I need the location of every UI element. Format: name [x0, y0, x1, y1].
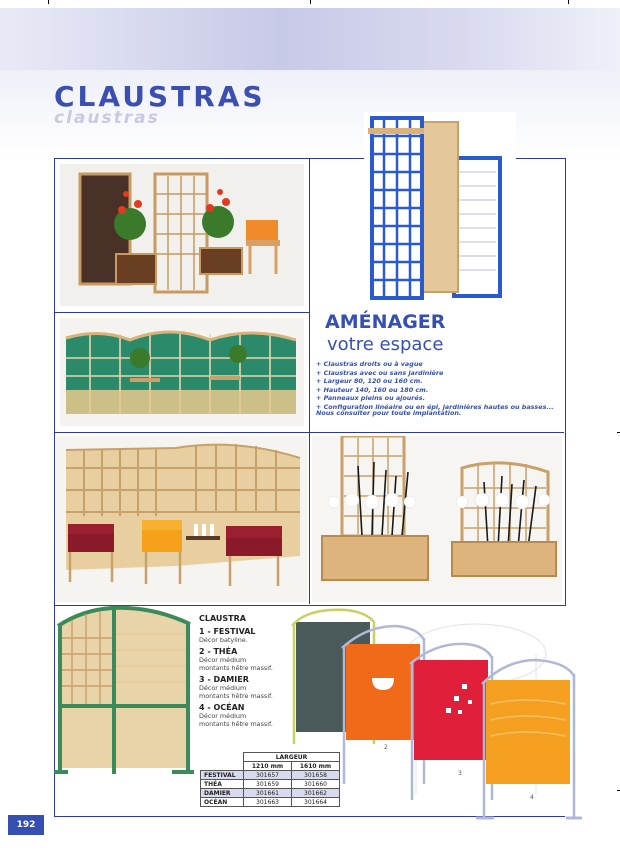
promo-note: Nous consulter pour toute implantation. — [316, 409, 462, 417]
photo-wave-lattice-terrace — [60, 318, 304, 426]
spec-item-desc: Décor batyline. — [199, 636, 248, 644]
photo-blue-lattice-panels — [364, 112, 516, 308]
table-cell: 301660 — [292, 780, 340, 789]
table-cell: 301659 — [244, 780, 292, 789]
promo-bullet: + Claustras avec ou sans jardinière — [316, 368, 444, 377]
table-cell: 301663 — [244, 798, 292, 807]
spec-item-desc: montants hêtre massif. — [199, 720, 273, 728]
table-cell: 301657 — [244, 771, 292, 780]
spec-item — [199, 675, 289, 700]
spec-item — [199, 647, 289, 672]
crop-mark — [568, 0, 569, 4]
table-row-label: THÉA — [201, 780, 244, 789]
page-number: 192 — [8, 815, 44, 835]
table-cell: 301664 — [292, 798, 340, 807]
spec-item-name: 2 - THÉA — [199, 647, 238, 656]
page-title: CLAUSTRAS — [54, 80, 266, 113]
panel-number: 3 — [458, 770, 462, 777]
promo-bullet: + Hauteur 140, 160 ou 180 cm. — [316, 385, 429, 394]
header-band — [0, 8, 620, 70]
spec-item-desc: Décor médium — [199, 656, 247, 664]
photo-lounge-claustras — [56, 436, 308, 602]
crop-mark — [48, 0, 49, 4]
promo-bullet: + Configuration linéaire ou en épi, jardinières hautes ou basses... — [316, 402, 554, 411]
spec-item — [199, 703, 289, 728]
spec-item-desc: montants hêtre massif. — [199, 692, 273, 700]
photo-planters-grasses — [312, 436, 562, 602]
grid-divider — [54, 312, 310, 313]
spec-item-desc: Décor médium — [199, 684, 247, 692]
spec-heading: CLAUSTRA — [199, 614, 246, 623]
table-group-header: LARGEUR — [244, 753, 340, 762]
promo-bullet: + Largeur 80, 120 ou 160 cm. — [316, 377, 423, 386]
promo-bullet: + Panneaux pleins ou ajourés. — [316, 394, 426, 403]
table-corner — [201, 762, 244, 771]
illustration-panel-models — [286, 604, 586, 830]
spec-item-name: 1 - FESTIVAL — [199, 627, 256, 636]
table-row-label: FESTIVAL — [201, 771, 244, 780]
spec-item-name: 3 - DAMIER — [199, 675, 249, 684]
spec-item — [199, 627, 289, 644]
grid-divider — [54, 432, 564, 433]
panel-number: 4 — [530, 794, 534, 801]
table-cell: 301661 — [244, 789, 292, 798]
promo-subtitle: votre espace — [327, 334, 444, 355]
table-row-label: DAMIER — [201, 789, 244, 798]
spec-item-desc: Décor médium — [199, 712, 247, 720]
page-subtitle: claustras — [54, 108, 160, 128]
spec-item-name: 4 - OCÉAN — [199, 703, 245, 712]
table-corner — [201, 753, 244, 762]
spec-item-desc: montants hêtre massif. — [199, 664, 273, 672]
crop-mark — [310, 0, 311, 4]
photo-claustra-planter — [60, 164, 304, 306]
panel-number: 1 — [298, 716, 302, 723]
spec-block — [199, 614, 289, 728]
table-cell: 301662 — [292, 789, 340, 798]
grid-divider — [309, 158, 310, 604]
panel-number: 2 — [384, 744, 388, 751]
table-row-label: OCÉAN — [201, 798, 244, 807]
table-column-header: 1610 mm — [292, 762, 340, 771]
table-cell: 301658 — [292, 771, 340, 780]
table-column-header: 1210 mm — [244, 762, 292, 771]
promo-title: AMÉNAGER — [325, 311, 446, 333]
promo-bullet-list — [316, 360, 566, 412]
photo-green-frame-claustra — [52, 604, 196, 780]
promo-bullet: + Claustras droits ou à vague — [316, 360, 423, 368]
